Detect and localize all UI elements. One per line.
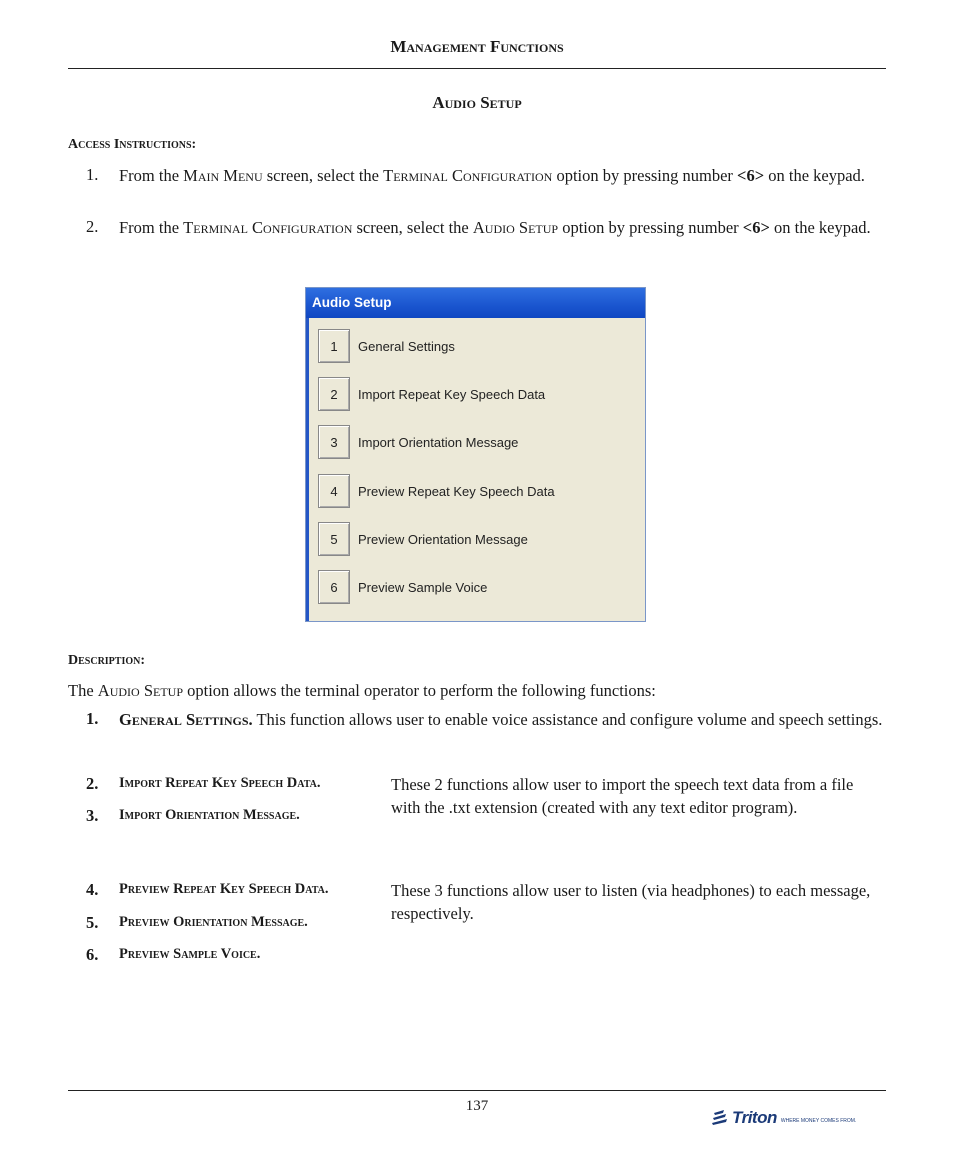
option-label: Import Repeat Key Speech Data (358, 386, 546, 402)
item-label: Preview Orientation Message. (119, 914, 308, 930)
option-key-button[interactable]: 5 (318, 522, 350, 556)
menu-name: Audio Setup (472, 218, 559, 237)
preview-group-description: These 3 functions allow user to listen (via headphones) to each message, respectively. (391, 881, 871, 923)
logo-wordmark: Triton (732, 1108, 777, 1127)
step-text: From the Main Menu screen, select the Terminal Configuration option by pressing number <6> on the keypad. (119, 166, 865, 185)
option-import-repeat-key-speech-data[interactable] (318, 376, 545, 412)
option-key-button[interactable]: 4 (318, 474, 350, 508)
item-label: Import Repeat Key Speech Data. (119, 775, 321, 791)
key-label: <6> (742, 218, 770, 237)
option-import-orientation-message[interactable] (318, 424, 518, 460)
key-label: <6> (737, 166, 765, 185)
menu-name: Main Menu (183, 166, 263, 185)
triton-logo (712, 1108, 856, 1128)
window-edge (306, 318, 309, 621)
step-number: 2. (86, 217, 99, 236)
item-number: 2. (86, 774, 99, 793)
logo-tagline: WHERE MONEY COMES FROM. (780, 1118, 857, 1124)
item-number: 6. (86, 945, 99, 964)
option-key-button[interactable]: 6 (318, 570, 350, 604)
item-label: Preview Sample Voice. (119, 946, 261, 962)
option-key-button[interactable]: 2 (318, 377, 350, 411)
import-group-description: These 2 functions allow user to import the speech text data from a file with the .txt extension (created with any text editor program). (391, 775, 854, 817)
description-heading: Description: (68, 653, 146, 668)
option-label: Preview Repeat Key Speech Data (358, 483, 555, 499)
item-general-settings: General Settings. This function allows user to enable voice assistance and configure volume and speech settings. (119, 710, 883, 729)
audio-setup-window (305, 287, 646, 622)
triton-logo-icon (712, 1109, 730, 1127)
running-header: Management Functions (390, 37, 564, 56)
option-preview-sample-voice[interactable] (318, 569, 487, 605)
menu-name: Terminal Configuration (183, 218, 353, 237)
item-number: 1. (86, 709, 99, 728)
footer-rule (68, 1090, 886, 1091)
page-number: 137 (465, 1098, 489, 1114)
item-number: 4. (86, 880, 99, 899)
item-label: Import Orientation Message. (119, 807, 300, 823)
header-rule (68, 68, 886, 69)
item-label: General Settings. (119, 710, 253, 729)
access-instructions-heading: Access Instructions: (68, 137, 197, 152)
option-label: General Settings (358, 338, 455, 354)
option-preview-orientation-message[interactable] (318, 521, 528, 557)
option-preview-repeat-key-speech-data[interactable] (318, 473, 555, 509)
option-general-settings[interactable] (318, 328, 455, 364)
description-intro: The Audio Setup option allows the terminal operator to perform the following functions: (68, 681, 656, 700)
item-label: Preview Repeat Key Speech Data. (119, 881, 329, 897)
menu-name: Audio Setup (97, 681, 183, 700)
menu-name: Terminal Configuration (383, 166, 553, 185)
option-key-button[interactable]: 3 (318, 425, 350, 459)
option-label: Preview Orientation Message (358, 531, 528, 547)
option-label: Import Orientation Message (358, 434, 519, 450)
item-number: 3. (86, 806, 99, 825)
window-title-bar: Audio Setup (306, 288, 645, 318)
item-number: 5. (86, 913, 99, 932)
step-number: 1. (86, 165, 99, 184)
option-key-button[interactable]: 1 (318, 329, 350, 363)
option-label: Preview Sample Voice (358, 579, 488, 595)
section-title: Audio Setup (432, 93, 522, 112)
step-text: From the Terminal Configuration screen, select the Audio Setup option by pressing number <6> on the keypad. (119, 218, 871, 237)
